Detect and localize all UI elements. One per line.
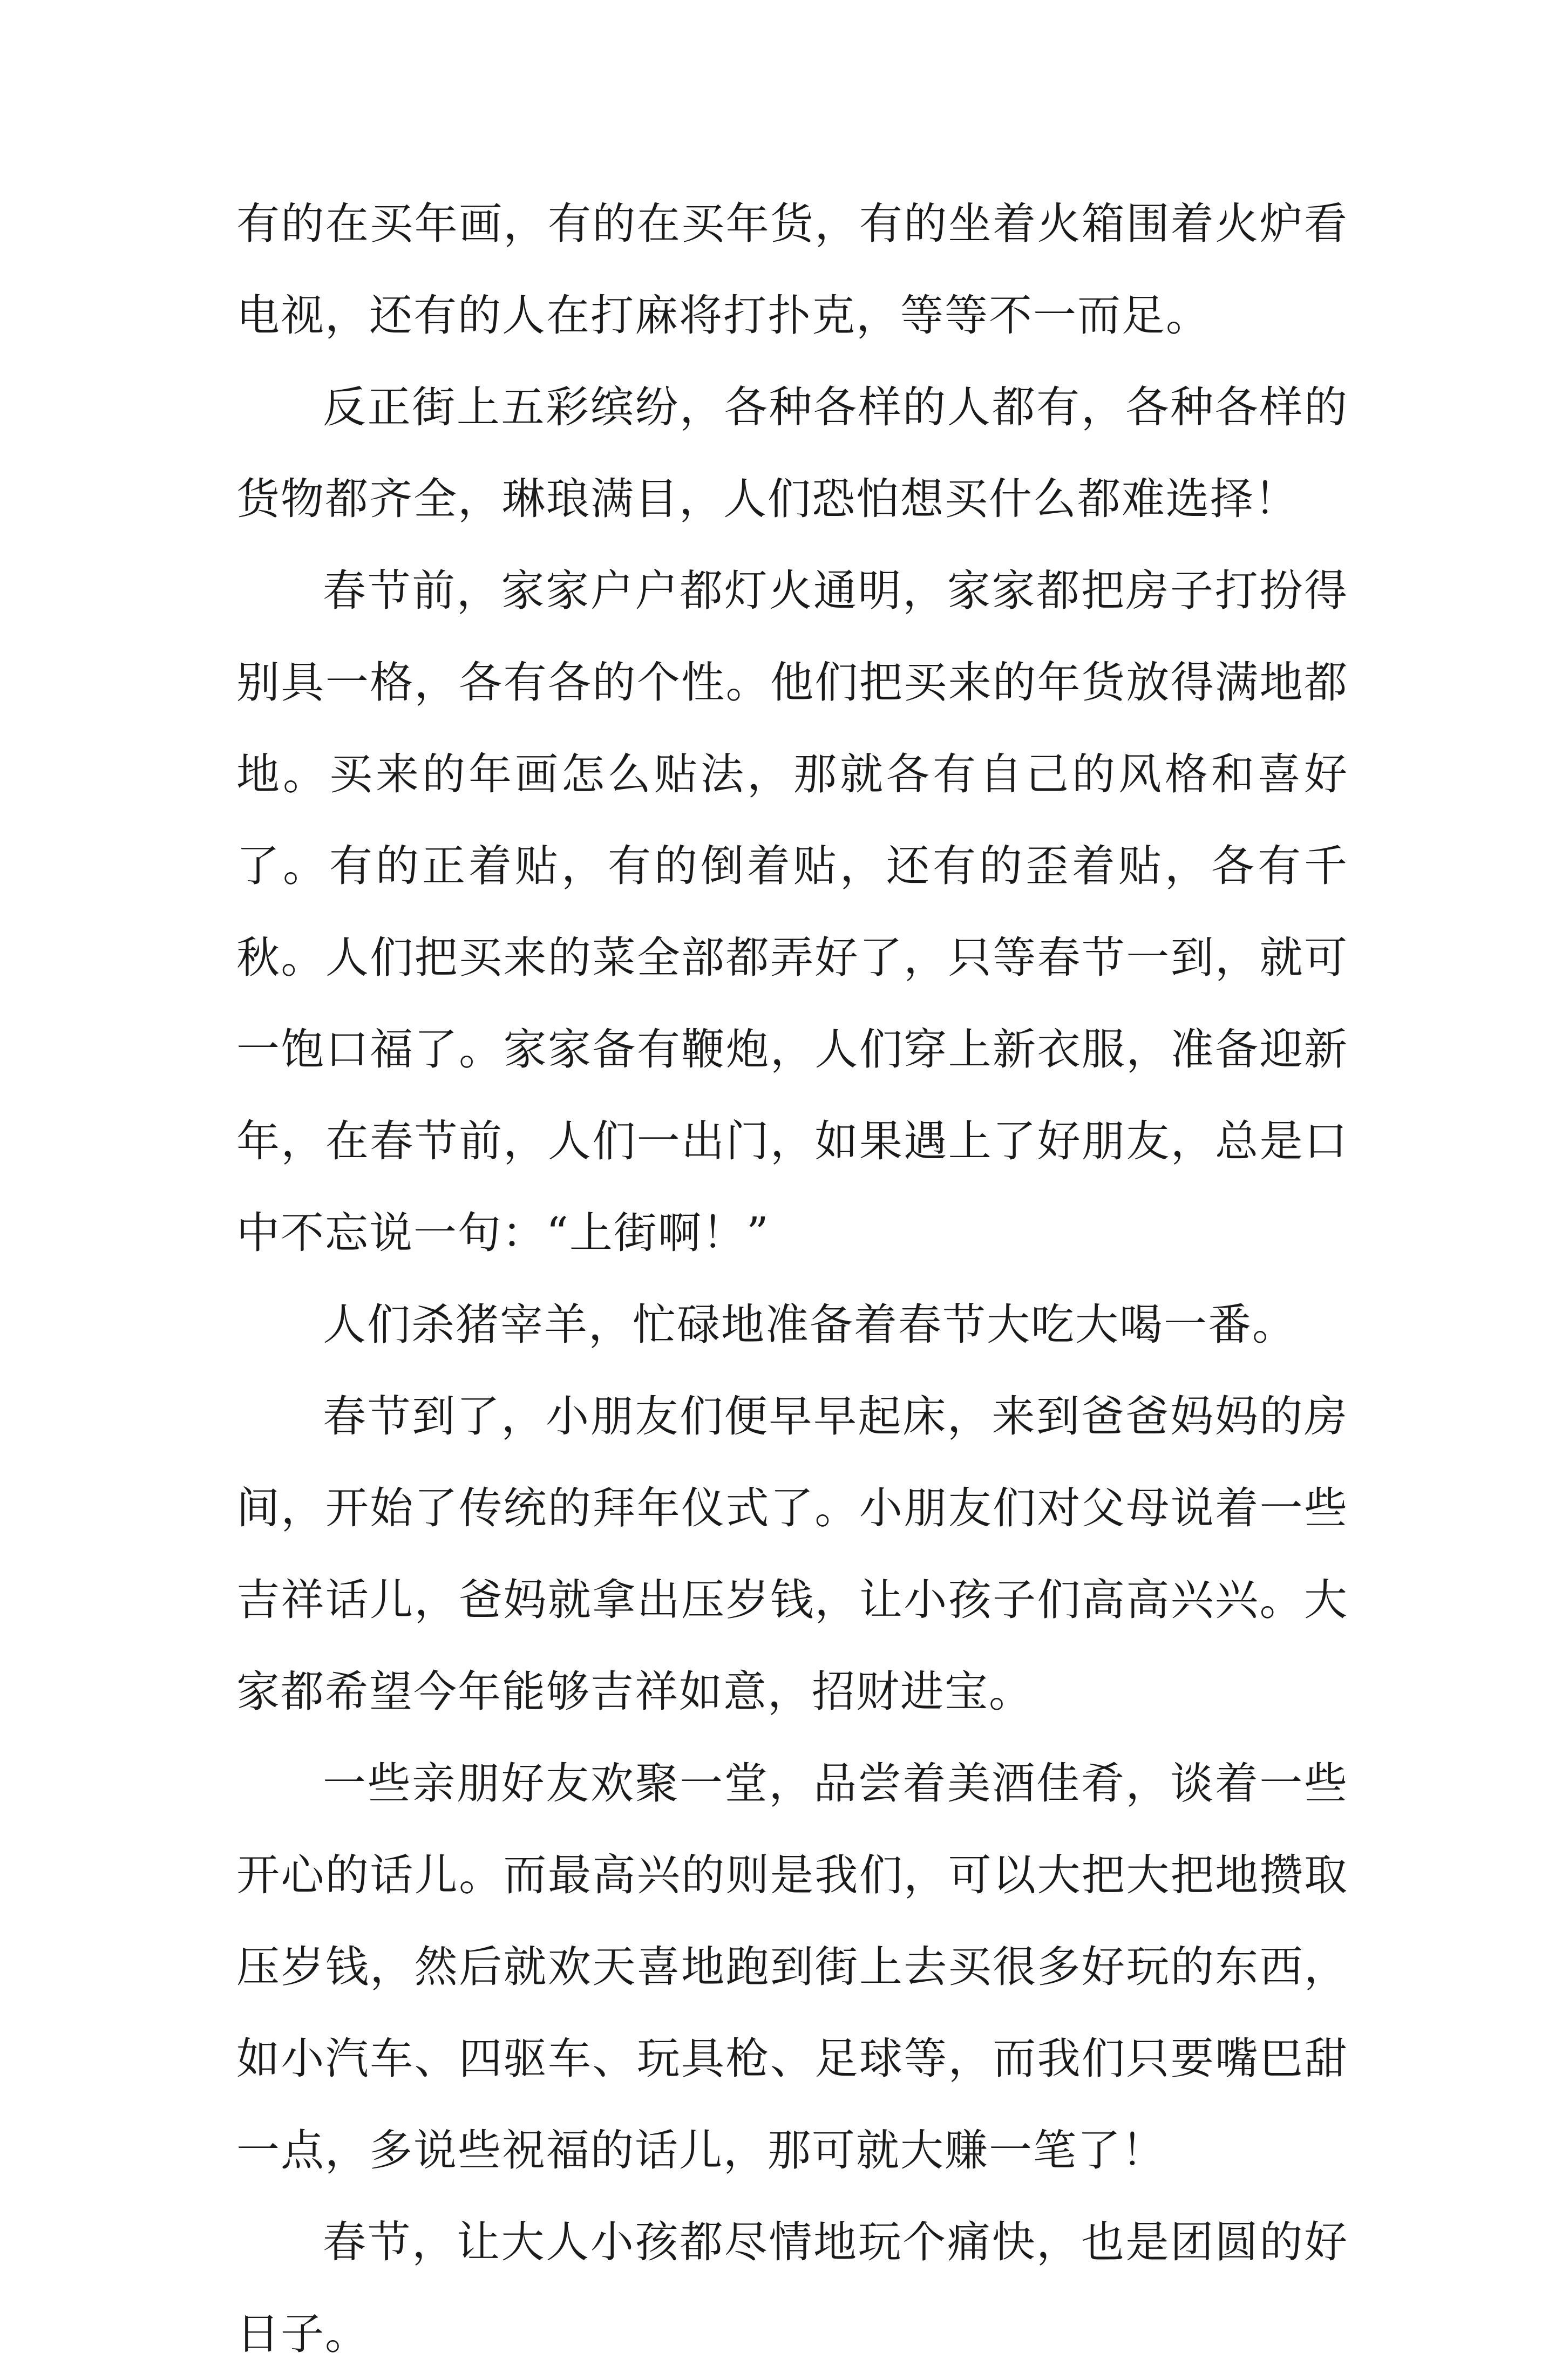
document-body bbox=[236, 178, 1348, 2380]
paragraph-7: 春节，让大人小孩都尽情地玩个痛快，也是团圆的好日子。 bbox=[236, 2217, 1348, 2359]
paragraph-1: 有的在买年画，有的在买年货，有的坐着火箱围着火炉看电视，还有的人在打麻将打扑克，等等不一而足。 bbox=[236, 199, 1348, 341]
paragraph-3: 春节前，家家户户都灯火通明，家家都把房子打扮得别具一格，各有各的个性。他们把买来的年货放得满地都地。买来的年画怎么贴法，那就各有自己的风格和喜好了。有的正着贴，有的倒着贴，还有的歪着贴，各有千秋。人们把买来的菜全部都弄好了，只等春节一到，就可一饱口福了。家家备有鞭炮，人们穿上新衣服，准备迎新年，在春节前，人们一出门，如果遇上了好朋友，总是口中不忘说一句：“上街啊！” bbox=[236, 566, 1348, 1258]
paragraph-5: 春节到了，小朋友们便早早起床，来到爸爸妈妈的房间，开始了传统的拜年仪式了。小朋友们对父母说着一些吉祥话儿，爸妈就拿出压岁钱，让小孩子们高高兴兴。大家都希望今年能够吉祥如意，招财进宝。 bbox=[236, 1391, 1348, 1717]
paragraph-4: 人们杀猪宰羊，忙碌地准备着春节大吃大喝一番。 bbox=[323, 1300, 1296, 1350]
paragraph-6: 一些亲朋好友欢聚一堂，品尝着美酒佳肴，谈着一些开心的话儿。而最高兴的则是我们，可以大把大把地攒取压岁钱，然后就欢天喜地跑到街上去买很多好玩的东西，如小汽车、四驱车、玩具枪、足球等，而我们只要嘴巴甜一点，多说些祝福的话儿，那可就大赚一笔了！ bbox=[236, 1758, 1348, 2175]
paragraph-2: 反正街上五彩缤纷，各种各样的人都有，各种各样的货物都齐全，琳琅满目，人们恐怕想买什么都难选择！ bbox=[236, 382, 1348, 524]
